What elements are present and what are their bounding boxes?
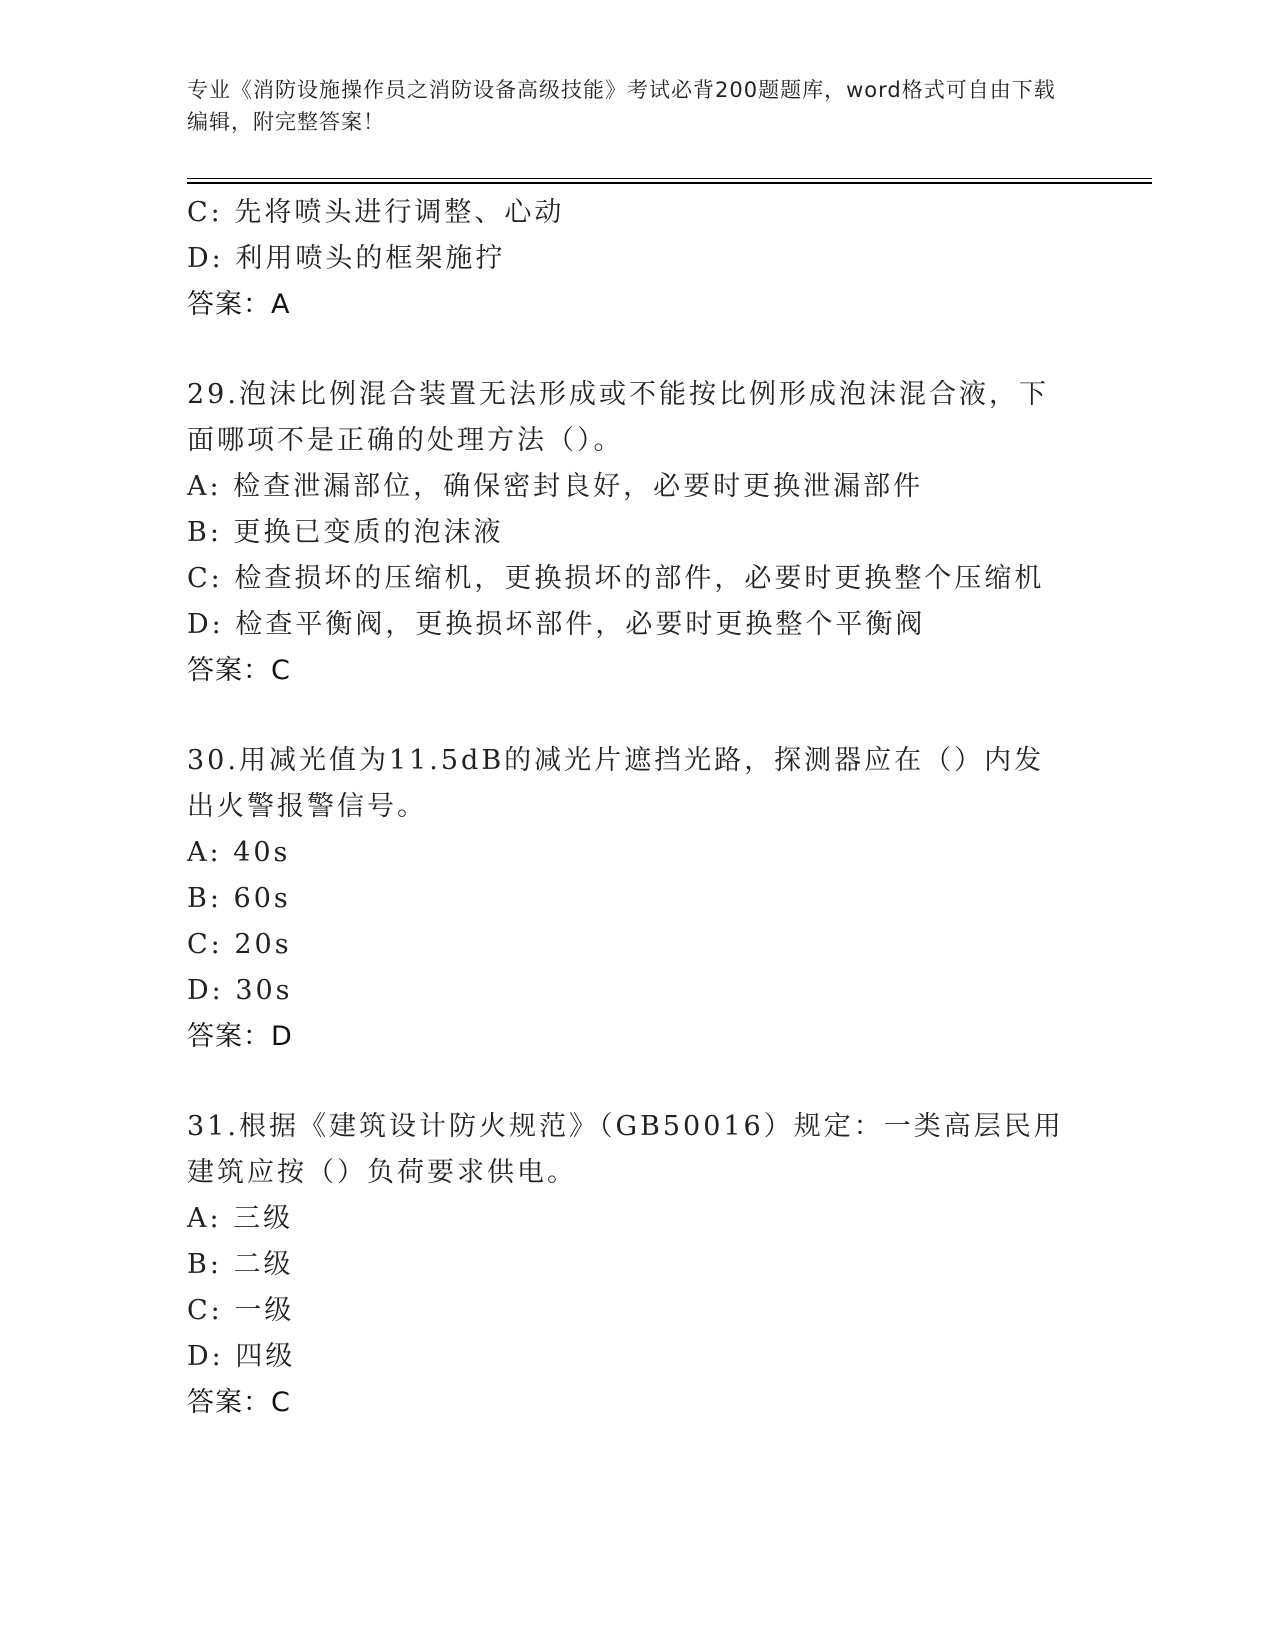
question-31	[187, 1104, 1107, 1426]
option-a: A: 检查泄漏部位，确保密封良好，必要时更换泄漏部件	[187, 471, 924, 502]
option-c: C: 一级	[187, 1295, 295, 1326]
answer-label: 答案：C	[187, 655, 291, 686]
answer-label: 答案：A	[187, 289, 291, 320]
question-stem: 30.用减光值为11.5dB的减光片遮挡光路，探测器应在（）内发出火警报警信号。	[187, 745, 1045, 822]
question-content	[187, 190, 1107, 1426]
option-c: C: 先将喷头进行调整、心动	[187, 197, 565, 228]
question-29	[187, 372, 1107, 694]
option-d: D: 利用喷头的框架施拧	[187, 243, 506, 274]
option-b: B: 60s	[187, 883, 291, 914]
question-30	[187, 738, 1107, 1060]
header-divider-thick	[187, 182, 1152, 184]
option-b: B: 二级	[187, 1249, 294, 1280]
document-header: 专业《消防设施操作员之消防设备高级技能》考试必背200题题库，word格式可自由下载编辑，附完整答案！	[187, 78, 1056, 134]
question-stem: 29.泡沫比例混合装置无法形成或不能按比例形成泡沫混合液，下面哪项不是正确的处理方法（）。	[187, 379, 1049, 456]
option-d: D: 检查平衡阀，更换损坏部件，必要时更换整个平衡阀	[187, 609, 926, 640]
previous-question-tail	[187, 190, 1107, 328]
option-b: B: 更换已变质的泡沫液	[187, 517, 504, 548]
option-d: D: 30s	[187, 975, 293, 1006]
option-d: D: 四级	[187, 1341, 296, 1372]
option-c: C: 检查损坏的压缩机，更换损坏的部件，必要时更换整个压缩机	[187, 563, 1045, 594]
option-a: A: 三级	[187, 1203, 294, 1234]
option-c: C: 20s	[187, 929, 292, 960]
answer-label: 答案：D	[187, 1021, 293, 1052]
answer-label: 答案：C	[187, 1387, 291, 1418]
question-stem: 31.根据《建筑设计防火规范》（GB50016）规定：一类高层民用建筑应按（）负荷要求供电。	[187, 1111, 1064, 1188]
header-divider-thin	[187, 178, 1152, 179]
option-a: A: 40s	[187, 837, 291, 868]
